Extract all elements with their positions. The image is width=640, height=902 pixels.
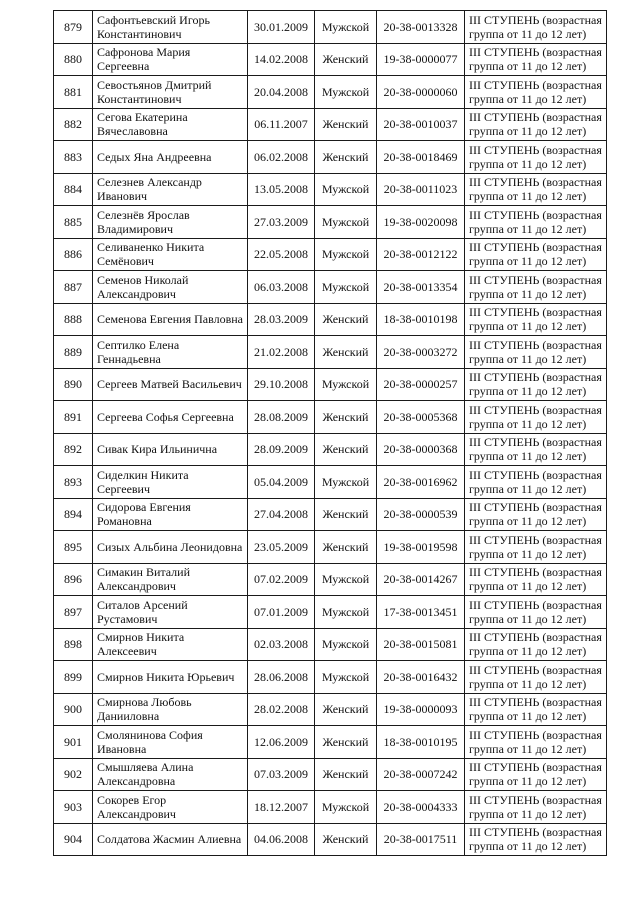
level-cell: III СТУПЕНЬ (возрастная группа от 11 до 12 лет) [465,791,607,824]
gender-cell: Женский [315,141,377,174]
gender-cell: Женский [315,108,377,141]
full-name-cell: Селезнёв Ярослав Владимирович [93,206,248,239]
level-cell: III СТУПЕНЬ (возрастная группа от 11 до 12 лет) [465,758,607,791]
uin-cell: 18-38-0010198 [377,303,465,336]
birth-date-cell: 29.10.2008 [248,368,315,401]
level-cell: III СТУПЕНЬ (возрастная группа от 11 до 12 лет) [465,141,607,174]
birth-date-cell: 28.06.2008 [248,661,315,694]
gender-cell: Мужской [315,791,377,824]
row-number-cell: 885 [54,206,93,239]
uin-cell: 19-38-0000077 [377,43,465,76]
table-row [54,336,607,369]
birth-date-cell: 22.05.2008 [248,238,315,271]
table-row [54,141,607,174]
row-number-cell: 891 [54,401,93,434]
table-row [54,628,607,661]
row-number-cell: 879 [54,11,93,44]
table-body [54,11,607,856]
gender-cell: Мужской [315,466,377,499]
row-number-cell: 886 [54,238,93,271]
row-number-cell: 881 [54,76,93,109]
row-number-cell: 896 [54,563,93,596]
row-number-cell: 892 [54,433,93,466]
row-number-cell: 895 [54,531,93,564]
full-name-cell: Смышляева Алина Александровна [93,758,248,791]
uin-cell: 20-38-0000539 [377,498,465,531]
table-row [54,76,607,109]
gender-cell: Женский [315,336,377,369]
level-cell: III СТУПЕНЬ (возрастная группа от 11 до 12 лет) [465,563,607,596]
uin-cell: 20-38-0000060 [377,76,465,109]
gender-cell: Женский [315,758,377,791]
gender-cell: Мужской [315,563,377,596]
table-row [54,401,607,434]
full-name-cell: Селезнев Александр Иванович [93,173,248,206]
uin-cell: 20-38-0014267 [377,563,465,596]
level-cell: III СТУПЕНЬ (возрастная группа от 11 до 12 лет) [465,433,607,466]
table-row [54,206,607,239]
row-number-cell: 884 [54,173,93,206]
uin-cell: 20-38-0007242 [377,758,465,791]
gender-cell: Мужской [315,368,377,401]
uin-cell: 20-38-0000368 [377,433,465,466]
full-name-cell: Сивак Кира Ильинична [93,433,248,466]
table-row [54,238,607,271]
uin-cell: 17-38-0013451 [377,596,465,629]
gender-cell: Мужской [315,596,377,629]
birth-date-cell: 20.04.2008 [248,76,315,109]
row-number-cell: 887 [54,271,93,304]
full-name-cell: Сергеева Софья Сергеевна [93,401,248,434]
table-row [54,563,607,596]
uin-cell: 20-38-0010037 [377,108,465,141]
gender-cell: Мужской [315,238,377,271]
row-number-cell: 903 [54,791,93,824]
uin-cell: 19-38-0000093 [377,693,465,726]
full-name-cell: Сергеев Матвей Васильевич [93,368,248,401]
table-row [54,726,607,759]
table-row [54,596,607,629]
uin-cell: 20-38-0000257 [377,368,465,401]
level-cell: III СТУПЕНЬ (возрастная группа от 11 до 12 лет) [465,271,607,304]
row-number-cell: 890 [54,368,93,401]
birth-date-cell: 07.03.2009 [248,758,315,791]
full-name-cell: Смирнова Любовь Данииловна [93,693,248,726]
uin-cell: 19-38-0020098 [377,206,465,239]
uin-cell: 18-38-0010195 [377,726,465,759]
gender-cell: Женский [315,693,377,726]
level-cell: III СТУПЕНЬ (возрастная группа от 11 до 12 лет) [465,466,607,499]
table-row [54,498,607,531]
level-cell: III СТУПЕНЬ (возрастная группа от 11 до 12 лет) [465,43,607,76]
uin-cell: 20-38-0005368 [377,401,465,434]
uin-cell: 20-38-0004333 [377,791,465,824]
gender-cell: Мужской [315,173,377,206]
full-name-cell: Солдатова Жасмин Алиевна [93,823,248,856]
row-number-cell: 901 [54,726,93,759]
level-cell: III СТУПЕНЬ (возрастная группа от 11 до 12 лет) [465,336,607,369]
level-cell: III СТУПЕНЬ (возрастная группа от 11 до 12 лет) [465,11,607,44]
gender-cell: Мужской [315,661,377,694]
gender-cell: Мужской [315,271,377,304]
level-cell: III СТУПЕНЬ (возрастная группа от 11 до 12 лет) [465,661,607,694]
row-number-cell: 902 [54,758,93,791]
uin-cell: 20-38-0015081 [377,628,465,661]
level-cell: III СТУПЕНЬ (возрастная группа от 11 до 12 лет) [465,823,607,856]
gender-cell: Женский [315,43,377,76]
level-cell: III СТУПЕНЬ (возрастная группа от 11 до 12 лет) [465,368,607,401]
full-name-cell: Ситалов Арсений Рустамович [93,596,248,629]
level-cell: III СТУПЕНЬ (возрастная группа от 11 до 12 лет) [465,693,607,726]
birth-date-cell: 06.03.2008 [248,271,315,304]
row-number-cell: 893 [54,466,93,499]
birth-date-cell: 30.01.2009 [248,11,315,44]
full-name-cell: Сегова Екатерина Вячеславовна [93,108,248,141]
full-name-cell: Севостьянов Дмитрий Константинович [93,76,248,109]
row-number-cell: 883 [54,141,93,174]
birth-date-cell: 05.04.2009 [248,466,315,499]
level-cell: III СТУПЕНЬ (возрастная группа от 11 до 12 лет) [465,498,607,531]
row-number-cell: 897 [54,596,93,629]
uin-cell: 20-38-0012122 [377,238,465,271]
birth-date-cell: 14.02.2008 [248,43,315,76]
full-name-cell: Сизых Альбина Леонидовна [93,531,248,564]
birth-date-cell: 13.05.2008 [248,173,315,206]
full-name-cell: Седых Яна Андреевна [93,141,248,174]
uin-cell: 20-38-0016962 [377,466,465,499]
level-cell: III СТУПЕНЬ (возрастная группа от 11 до 12 лет) [465,596,607,629]
gender-cell: Женский [315,823,377,856]
table-row [54,433,607,466]
table-row [54,466,607,499]
uin-cell: 20-38-0003272 [377,336,465,369]
gender-cell: Мужской [315,76,377,109]
full-name-cell: Симакин Виталий Александрович [93,563,248,596]
gender-cell: Мужской [315,206,377,239]
uin-cell: 20-38-0017511 [377,823,465,856]
table-row [54,43,607,76]
level-cell: III СТУПЕНЬ (возрастная группа от 11 до 12 лет) [465,628,607,661]
row-number-cell: 882 [54,108,93,141]
table-row [54,108,607,141]
uin-cell: 20-38-0013328 [377,11,465,44]
birth-date-cell: 12.06.2009 [248,726,315,759]
level-cell: III СТУПЕНЬ (возрастная группа от 11 до 12 лет) [465,76,607,109]
birth-date-cell: 23.05.2009 [248,531,315,564]
full-name-cell: Сафонтьевский Игорь Константинович [93,11,248,44]
table-row [54,11,607,44]
gender-cell: Женский [315,726,377,759]
uin-cell: 20-38-0018469 [377,141,465,174]
birth-date-cell: 27.03.2009 [248,206,315,239]
full-name-cell: Семенов Николай Александрович [93,271,248,304]
full-name-cell: Смолянинова София Ивановна [93,726,248,759]
birth-date-cell: 28.09.2009 [248,433,315,466]
birth-date-cell: 06.02.2008 [248,141,315,174]
uin-cell: 20-38-0013354 [377,271,465,304]
table-row [54,791,607,824]
gender-cell: Женский [315,303,377,336]
gender-cell: Женский [315,433,377,466]
uin-cell: 20-38-0011023 [377,173,465,206]
birth-date-cell: 21.02.2008 [248,336,315,369]
table-row [54,303,607,336]
table-row [54,758,607,791]
uin-cell: 20-38-0016432 [377,661,465,694]
birth-date-cell: 06.11.2007 [248,108,315,141]
participants-table [53,10,607,856]
gender-cell: Женский [315,531,377,564]
birth-date-cell: 28.03.2009 [248,303,315,336]
level-cell: III СТУПЕНЬ (возрастная группа от 11 до 12 лет) [465,206,607,239]
full-name-cell: Семенова Евгения Павловна [93,303,248,336]
gender-cell: Женский [315,498,377,531]
level-cell: III СТУПЕНЬ (возрастная группа от 11 до 12 лет) [465,238,607,271]
table-row [54,531,607,564]
full-name-cell: Сокорев Егор Александрович [93,791,248,824]
row-number-cell: 904 [54,823,93,856]
level-cell: III СТУПЕНЬ (возрастная группа от 11 до 12 лет) [465,531,607,564]
table-row [54,661,607,694]
gender-cell: Мужской [315,628,377,661]
full-name-cell: Септилко Елена Геннадьевна [93,336,248,369]
gender-cell: Мужской [315,11,377,44]
gender-cell: Женский [315,401,377,434]
row-number-cell: 899 [54,661,93,694]
row-number-cell: 880 [54,43,93,76]
level-cell: III СТУПЕНЬ (возрастная группа от 11 до 12 лет) [465,303,607,336]
birth-date-cell: 27.04.2008 [248,498,315,531]
birth-date-cell: 04.06.2008 [248,823,315,856]
birth-date-cell: 28.02.2008 [248,693,315,726]
full-name-cell: Сиделкин Никита Сергеевич [93,466,248,499]
full-name-cell: Сидорова Евгения Романовна [93,498,248,531]
table-row [54,823,607,856]
level-cell: III СТУПЕНЬ (возрастная группа от 11 до 12 лет) [465,108,607,141]
level-cell: III СТУПЕНЬ (возрастная группа от 11 до 12 лет) [465,726,607,759]
row-number-cell: 900 [54,693,93,726]
table-row [54,271,607,304]
row-number-cell: 898 [54,628,93,661]
table-row [54,173,607,206]
full-name-cell: Смирнов Никита Алексеевич [93,628,248,661]
uin-cell: 19-38-0019598 [377,531,465,564]
table-row [54,368,607,401]
birth-date-cell: 02.03.2008 [248,628,315,661]
birth-date-cell: 28.08.2009 [248,401,315,434]
level-cell: III СТУПЕНЬ (возрастная группа от 11 до 12 лет) [465,173,607,206]
full-name-cell: Сафронова Мария Сергеевна [93,43,248,76]
row-number-cell: 889 [54,336,93,369]
table-row [54,693,607,726]
level-cell: III СТУПЕНЬ (возрастная группа от 11 до 12 лет) [465,401,607,434]
full-name-cell: Селиваненко Никита Семёнович [93,238,248,271]
row-number-cell: 888 [54,303,93,336]
birth-date-cell: 18.12.2007 [248,791,315,824]
full-name-cell: Смирнов Никита Юрьевич [93,661,248,694]
birth-date-cell: 07.02.2009 [248,563,315,596]
row-number-cell: 894 [54,498,93,531]
birth-date-cell: 07.01.2009 [248,596,315,629]
